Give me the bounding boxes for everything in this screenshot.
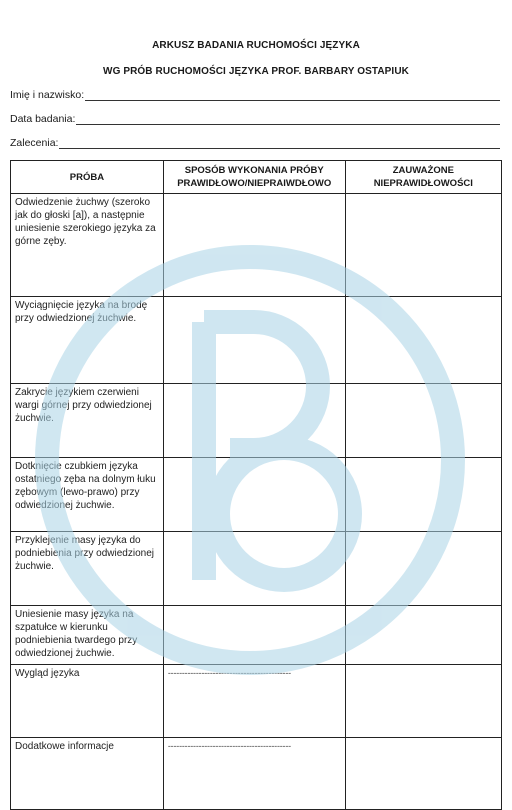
test-cell: Zakrycie językiem czerwieni wargi górnej przy odwiedzionej żuchwie. (11, 384, 164, 458)
table-row (11, 738, 502, 810)
table-row (11, 384, 502, 458)
notes-cell[interactable] (345, 738, 501, 810)
notes-cell[interactable] (345, 194, 501, 297)
notes-cell[interactable] (345, 606, 501, 665)
header-test: PRÓBA (11, 161, 164, 194)
name-fill-line[interactable] (85, 91, 500, 101)
notes-cell[interactable] (345, 384, 501, 458)
test-cell: Dotknięcie czubkiem języka ostatniego zęba na dolnym łuku zębowym (lewo-prawo) przy odwiedzionej żuchwie. (11, 458, 164, 532)
test-cell: Dodatkowe informacje (11, 738, 164, 810)
table-row (11, 458, 502, 532)
test-cell: Przyklejenie masy języka do podniebienia przy odwiedzionej żuchwie. (11, 532, 164, 606)
test-cell: Wyciągnięcie języka na brodę przy odwiedzionej żuchwie. (11, 297, 164, 384)
test-cell: Odwiedzenie żuchwy (szeroko jak do głoski [a]), a następnie uniesienie szerokiego języka za górne zęby. (11, 194, 164, 297)
exam-date-label: Data badania: (10, 113, 76, 125)
table-row (11, 194, 502, 297)
notes-cell[interactable] (345, 665, 501, 738)
name-field[interactable] (10, 89, 500, 101)
table-row (11, 532, 502, 606)
table-row (11, 297, 502, 384)
test-cell: Uniesienie masy języka na szpatułce w kierunku podniebienia twardego przy odwiedzionej żuchwie. (11, 606, 164, 665)
method-cell[interactable] (163, 458, 345, 532)
method-cell[interactable] (163, 532, 345, 606)
table-header-row (11, 161, 502, 194)
table-row (11, 606, 502, 665)
method-cell[interactable] (163, 384, 345, 458)
method-cell[interactable]: -------------------------------------------- (163, 665, 345, 738)
header-method: SPOSÓB WYKONANIA PRÓBY PRAWIDŁOWO/NIEPRAIWDŁOWO (163, 161, 345, 194)
page-title: ARKUSZ BADANIA RUCHOMOŚCI JĘZYKA (152, 40, 360, 51)
exam-date-field[interactable] (10, 113, 500, 125)
recommendations-field[interactable] (10, 137, 500, 149)
table-row (11, 665, 502, 738)
name-label: Imię i nazwisko: (10, 89, 85, 101)
notes-cell[interactable] (345, 297, 501, 384)
method-cell[interactable] (163, 297, 345, 384)
method-cell[interactable] (163, 194, 345, 297)
tongue-mobility-table (10, 160, 502, 810)
header-observed-issues: ZAUWAŻONE NIEPRAWIDŁOWOŚCI (345, 161, 501, 194)
method-cell[interactable]: -------------------------------------------- (163, 738, 345, 810)
exam-date-fill-line[interactable] (76, 115, 500, 125)
notes-cell[interactable] (345, 532, 501, 606)
test-cell: Wygląd języka (11, 665, 164, 738)
recommendations-fill-line[interactable] (59, 139, 500, 149)
recommendations-label: Zalecenia: (10, 137, 59, 149)
method-cell[interactable] (163, 606, 345, 665)
notes-cell[interactable] (345, 458, 501, 532)
page-subtitle: WG PRÓB RUCHOMOŚCI JĘZYKA PROF. BARBARY OSTAPIUK (103, 66, 409, 77)
